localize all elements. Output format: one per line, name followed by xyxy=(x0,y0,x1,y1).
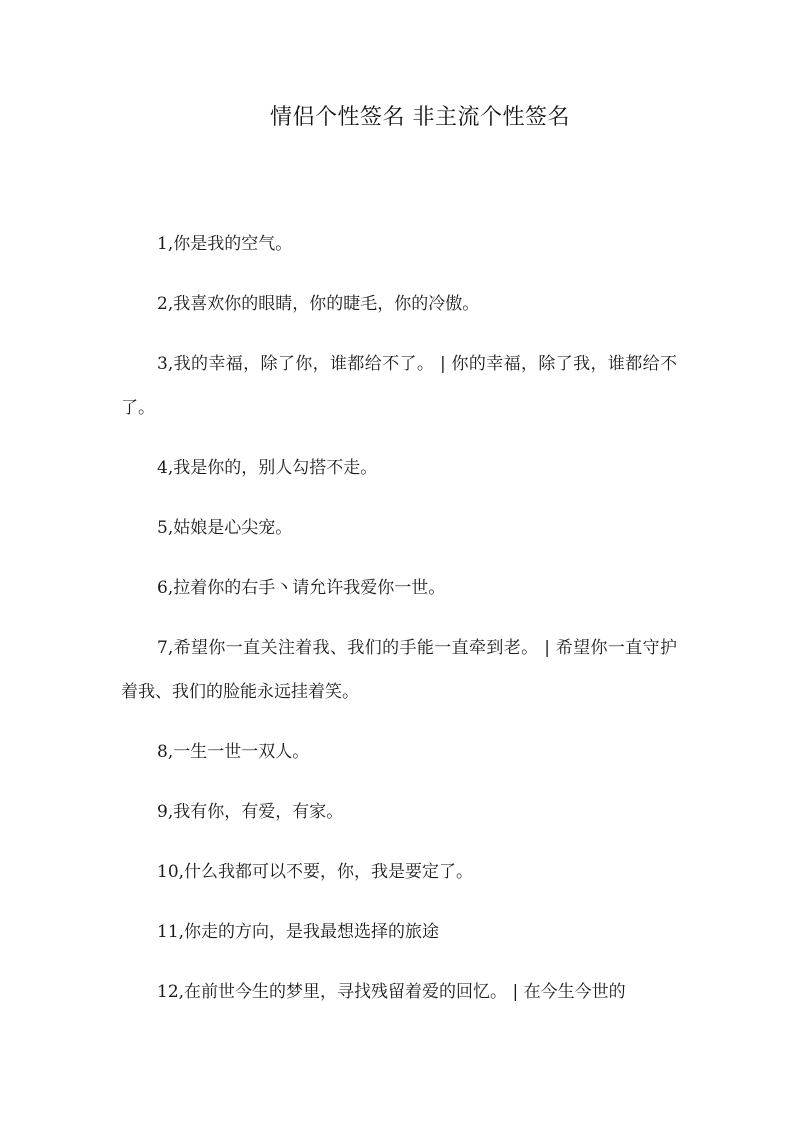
list-item: 2,我喜欢你的眼睛，你的睫毛，你的冷傲。 xyxy=(157,294,480,314)
list-item: 9,我有你，有爱，有家。 xyxy=(157,802,344,822)
list-item: 6,拉着你的右手丶请允许我爱你一世。 xyxy=(157,578,446,598)
list-item: 5,姑娘是心尖宠。 xyxy=(157,518,293,538)
list-item: 8,一生一世一双人。 xyxy=(157,742,310,762)
document-title: 情侣个性签名 非主流个性签名 xyxy=(270,105,570,130)
list-item: 4,我是你的，别人勾搭不走。 xyxy=(157,458,378,478)
list-item: 10,什么我都可以不要，你，我是要定了。 xyxy=(157,862,474,882)
list-item: 12,在前世今生的梦里，寻找残留着爱的回忆。 | 在今生今世的 xyxy=(157,982,626,1002)
list-item: 11,你走的方向，是我最想选择的旅途 xyxy=(157,922,440,942)
document-body xyxy=(121,222,677,1030)
list-item: 7,希望你一直关注着我、我们的手能一直牵到老。 | 希望你一直守护着我、我们的脸能永远挂着笑。 xyxy=(121,638,677,702)
list-item: 3,我的幸福，除了你，谁都给不了。 | 你的幸福，除了我，谁都给不了。 xyxy=(121,354,677,418)
list-item: 1,你是我的空气。 xyxy=(157,234,293,254)
